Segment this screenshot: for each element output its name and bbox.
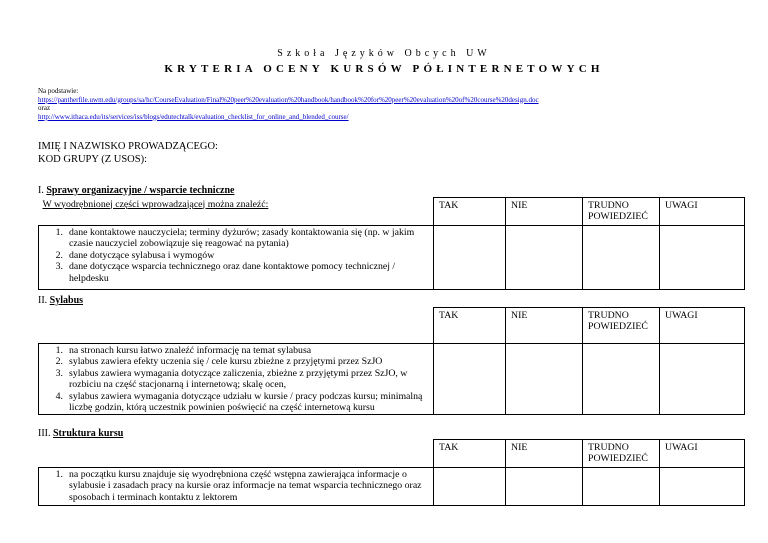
list-item: 1. na stronach kursu łatwo znaleźć informację na temat sylabusa <box>55 345 312 356</box>
document-title: KRYTERIA OCENY KURSÓW PÓŁINTERNETOWYCH <box>164 63 604 75</box>
section-1-criteria-row <box>39 226 745 290</box>
reference-link-2[interactable]: http://www.ithaca.edu/its/services/iss/blogs/edutechtalk/evaluation_checklist_for_online_and_blended_course/ <box>38 112 349 121</box>
list-item: 4. sylabus zawiera wymagania dotyczące udziału w kursie / pracy podczas kursu; minimalną liczbę godzin, którą uczestnik powinien poświęcić na część internetową kursu <box>55 390 423 414</box>
section-1-intro: W wyodrębnionej części wprowadzającej można znaleźć: <box>39 198 434 226</box>
answer-cell-notes[interactable] <box>660 226 745 290</box>
list-item: 3. dane dotyczące wsparcia technicznego oraz dane kontaktowe pomocy technicznej / helpdesku <box>55 261 396 284</box>
section-3-table <box>38 439 745 506</box>
section-3-header-row <box>39 440 745 468</box>
section-2-title: Sylabus <box>49 295 84 306</box>
section-3-heading <box>38 428 123 439</box>
section-2-number: II. <box>38 295 48 306</box>
section-2-criteria <box>39 344 434 415</box>
list-item: 1. dane kontaktowe nauczyciela; terminy dyżurów; zasady kontaktowania się (np. w jakim czasie nauczyciel zobowiązuje się reagować na pytania) <box>55 227 415 250</box>
list-item: 2. sylabus zawiera efekty uczenia się / cele kursu zbieżne z przyjętymi przez SzJO <box>55 356 383 368</box>
form-fields <box>38 141 218 166</box>
list-item: 2. dane dotyczące sylabusa i wymogów <box>55 249 215 261</box>
section-1-criteria <box>39 226 434 290</box>
section-1-number: I. <box>38 185 44 196</box>
col-yes: TAK <box>434 198 506 226</box>
section-2-table <box>38 307 745 415</box>
references-conj: oraz <box>38 104 51 113</box>
answer-cell-yes[interactable] <box>434 344 506 415</box>
answer-cell-no[interactable] <box>506 226 583 290</box>
col-yes: TAK <box>434 440 506 468</box>
reference-link-1[interactable]: https://pantherfile.uwm.edu/groups/sa/hc/CourseEvaluation/Final%20peer%20evaluation%20handbook/handbook%20for%20peer%20evaluation%20of%20course%20design.doc <box>38 95 539 104</box>
col-hard-to-say: TRUDNO POWIEDZIEĆ <box>583 198 660 226</box>
references-label: Na podstawie: <box>38 87 79 95</box>
col-notes: UWAGI <box>660 198 745 226</box>
col-yes: TAK <box>434 308 506 344</box>
answer-cell-no[interactable] <box>506 467 583 505</box>
answer-cell-hard[interactable] <box>583 467 660 505</box>
section-1-heading <box>38 185 234 196</box>
col-no: NIE <box>506 440 583 468</box>
group-field-label: KOD GRUPY (Z USOS): <box>38 153 147 165</box>
answer-cell-yes[interactable] <box>434 467 506 505</box>
col-hard-to-say: TRUDNO POWIEDZIEĆ <box>583 440 660 468</box>
section-3-criteria-row <box>39 467 745 505</box>
section-2-criteria-row <box>39 344 745 415</box>
answer-cell-notes[interactable] <box>660 467 745 505</box>
references <box>38 87 539 121</box>
answer-cell-hard[interactable] <box>583 344 660 415</box>
section-1-header-row <box>39 198 745 226</box>
col-no: NIE <box>506 198 583 226</box>
answer-cell-notes[interactable] <box>660 344 745 415</box>
col-notes: UWAGI <box>660 440 745 468</box>
col-hard-to-say: TRUDNO POWIEDZIEĆ <box>583 308 660 344</box>
section-3-criteria <box>39 467 434 505</box>
answer-cell-yes[interactable] <box>434 226 506 290</box>
teacher-field-label: IMIĘ I NAZWISKO PROWADZĄCEGO: <box>38 141 218 152</box>
col-notes: UWAGI <box>660 308 745 344</box>
list-item: 3. sylabus zawiera wymagania dotyczące zaliczenia, zbieżne z przyjętymi przez SzJO, w rozbiciu na część stacjonarną i internetową; skalę ocen, <box>55 367 408 391</box>
section-2-heading <box>38 295 83 306</box>
school-name: Szkoła Języków Obcych UW <box>277 48 491 59</box>
section-2-header-row <box>39 308 745 344</box>
section-1-title: Sprawy organizacyjne / wsparcie techniczne <box>46 185 235 196</box>
answer-cell-no[interactable] <box>506 344 583 415</box>
section-3-number: III. <box>38 428 51 439</box>
list-item: 1. na początku kursu znajduje się wyodrębniona część wstępna zawierająca informacje o sylabusie i zasadach pracy na kursie oraz informacje na temat wsparcia technicznego oraz sposobach i terminach kontaktu z lektorem <box>55 468 422 503</box>
answer-cell-hard[interactable] <box>583 226 660 290</box>
section-1-table <box>38 197 745 290</box>
section-3-title: Struktura kursu <box>53 428 124 439</box>
col-no: NIE <box>506 308 583 344</box>
